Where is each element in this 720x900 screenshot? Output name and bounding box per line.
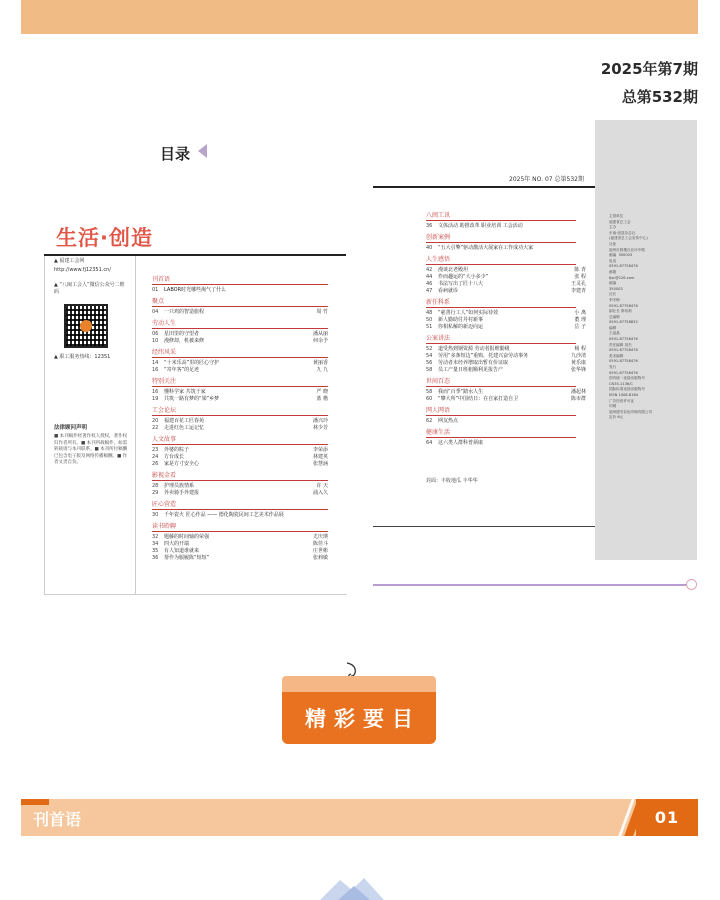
section-accent bbox=[21, 799, 49, 805]
toc-entry-title: 文体活动 助推改革 职业培训 工会活动 bbox=[438, 223, 523, 229]
toc-entry-author: 小 离 bbox=[574, 310, 586, 316]
toc-entry-title: 千年瓷火 匠心作品 —— 德化陶瓷民间工艺美术作品展 bbox=[164, 512, 284, 518]
toc-section-heading: 健康生活 bbox=[426, 429, 576, 438]
toc-entry bbox=[426, 281, 586, 288]
right-page-rule bbox=[373, 186, 595, 188]
toc-entry-author: 李荣添 bbox=[312, 447, 328, 453]
toc-entry-title: 帮作为服履陈“短短” bbox=[164, 555, 210, 561]
left-toc-list bbox=[152, 272, 328, 562]
toc-entry bbox=[426, 310, 586, 317]
toc-section bbox=[152, 320, 328, 345]
toc-entry bbox=[152, 287, 328, 294]
toc-entry bbox=[426, 288, 586, 295]
toc-section bbox=[152, 436, 328, 468]
toc-section bbox=[152, 378, 328, 403]
left-page-sidebar bbox=[54, 258, 129, 467]
toc-section bbox=[152, 349, 328, 374]
toc-page-number: 28 bbox=[152, 483, 159, 489]
toc-section bbox=[426, 407, 586, 425]
toc-section bbox=[152, 298, 328, 316]
toc-section bbox=[426, 234, 586, 252]
toc-entry-title: “十米乐高”里的匠心守护 bbox=[164, 360, 220, 366]
qr-code bbox=[64, 304, 108, 348]
toc-entry-author: 蓝 楷 bbox=[316, 396, 328, 402]
toc-page-number: 34 bbox=[152, 541, 159, 547]
highlights-label: 精彩要目 bbox=[305, 706, 421, 731]
toc-section-heading: 经纬风采 bbox=[152, 349, 328, 358]
toc-page-number: 48 bbox=[426, 310, 433, 316]
toc-page-number: 22 bbox=[152, 425, 159, 431]
toc-entry-author: 岳 子 bbox=[574, 324, 586, 330]
toc-section-heading: 网人网语 bbox=[426, 407, 576, 416]
left-page-title: 生活·创造 bbox=[56, 226, 153, 250]
carousel-progress-line bbox=[373, 584, 687, 586]
sidebar-website-label: ▲ 福建工会网 bbox=[54, 258, 85, 264]
toc-entry-title: 劳动者未经养增取出暂有价证取 bbox=[438, 360, 509, 366]
toc-entry-title: “慈善行工人”如何实际待效 bbox=[438, 310, 499, 316]
toc-entry-author: 尤庆瑛 bbox=[312, 534, 328, 540]
toc-entry bbox=[426, 360, 586, 367]
toc-entry-author: 九 九 bbox=[316, 367, 328, 373]
toc-entry bbox=[152, 512, 328, 519]
toc-entry bbox=[426, 267, 586, 274]
toc-entry-author: 陈 青 bbox=[574, 267, 586, 273]
toc-entry bbox=[152, 541, 328, 548]
toc-page-number: 01 bbox=[152, 287, 159, 293]
toc-entry bbox=[152, 555, 328, 562]
toc-section-heading: 八闽工讯 bbox=[426, 212, 576, 221]
issue-total: 总第532期 bbox=[621, 88, 698, 106]
highlights-badge bbox=[282, 676, 436, 744]
toc-entry-author: 张华锋 bbox=[570, 367, 586, 373]
toc-section bbox=[426, 299, 586, 331]
section-label: 刊首语 bbox=[33, 810, 82, 829]
toc-entry-title: 一只鸡的智造旅程 bbox=[164, 309, 205, 315]
toc-page-number: 26 bbox=[152, 461, 159, 467]
toc-entry bbox=[152, 396, 328, 403]
toc-entry-author: 九沙清 bbox=[570, 353, 586, 359]
section-header-bar bbox=[21, 799, 698, 836]
toc-page-number: 23 bbox=[152, 447, 159, 453]
toc-entry-author: 李建青 bbox=[570, 288, 586, 294]
top-banner bbox=[21, 0, 698, 34]
toc-entry-title: 书法写出了匠十八大 bbox=[438, 281, 484, 287]
toc-section-heading: 工会论坛 bbox=[152, 407, 328, 416]
toc-entry bbox=[152, 331, 328, 338]
toc-entry-title: 外卖骑手外建报 bbox=[164, 490, 200, 496]
toc-entry bbox=[426, 440, 586, 447]
toc-entry bbox=[426, 245, 586, 252]
toc-entry-author: 周 竹 bbox=[316, 309, 328, 315]
toc-page-number: 46 bbox=[426, 281, 433, 287]
section-number: 01 bbox=[636, 799, 698, 836]
toc-entry bbox=[426, 418, 586, 425]
toc-entry bbox=[152, 483, 328, 490]
toc-section-heading: 世间百态 bbox=[426, 378, 576, 387]
toc-entry-title: 共筑一路有梦的“梁”乡梦 bbox=[164, 396, 220, 402]
toc-entry-title: 这六类人群科普须康 bbox=[438, 440, 484, 446]
toc-section-heading: 人生感悟 bbox=[426, 256, 576, 265]
toc-page-number: 32 bbox=[152, 534, 159, 540]
toc-page-number: 58 bbox=[426, 389, 433, 395]
toc-page-number: 24 bbox=[152, 454, 159, 460]
toc-page-number: 60 bbox=[426, 396, 433, 402]
toc-entry bbox=[152, 367, 328, 374]
toc-entry bbox=[152, 309, 328, 316]
toc-section-heading: 读书聆聊 bbox=[152, 523, 328, 532]
toc-entry bbox=[426, 223, 586, 230]
toc-entry bbox=[426, 274, 586, 281]
toc-entry-author: 潘起林 bbox=[570, 389, 586, 395]
toc-entry bbox=[426, 317, 586, 324]
toc-entry bbox=[152, 425, 328, 432]
toc-page-number: 40 bbox=[426, 245, 433, 251]
toc-section-heading: 创新案例 bbox=[426, 234, 576, 243]
toc-page-number: 30 bbox=[152, 512, 159, 518]
toc-page-number: 52 bbox=[426, 346, 433, 352]
right-page-title: 2025年 NO. 07 总第532期 bbox=[509, 176, 584, 183]
toc-page-number: 44 bbox=[426, 274, 433, 280]
right-page-bottom-rule bbox=[373, 526, 595, 527]
toc-entry-title: 走进红色工运记忆 bbox=[164, 425, 205, 431]
toc-entry-title: 劳用“多条短边”重购，托建兴奋劳动事务 bbox=[438, 353, 529, 359]
toc-section bbox=[152, 276, 328, 294]
toc-entry bbox=[152, 447, 328, 454]
toc-page-number: 16 bbox=[152, 367, 159, 373]
toc-entry-title: 星田里的守望者 bbox=[164, 331, 200, 337]
toc-section bbox=[426, 212, 586, 230]
toc-entry bbox=[152, 389, 328, 396]
toc-entry-title: 护理员族情系 bbox=[164, 483, 195, 489]
toc-page-number: 36 bbox=[152, 555, 159, 561]
toc-entry-title: 有人知道谁就来 bbox=[164, 548, 200, 554]
toc-section bbox=[152, 472, 328, 497]
toc-section-heading: 影视金看 bbox=[152, 472, 328, 481]
toc-entry bbox=[152, 338, 328, 345]
toc-entry-author: 潘从丽 bbox=[312, 331, 328, 337]
toc-entry-author: 黄丽香 bbox=[312, 360, 328, 366]
toc-section-heading: 人文故事 bbox=[152, 436, 328, 445]
toc-entry-title: 你相私解的新迈向运 bbox=[438, 324, 484, 330]
badge-box bbox=[282, 692, 436, 744]
toc-entry-title: 员工产量日班租顺利见报告产 bbox=[438, 367, 504, 373]
toc-section-heading: 聚点 bbox=[152, 298, 328, 307]
issue-year: 2025年第7期 bbox=[600, 60, 698, 78]
toc-entry-author: 张 程 bbox=[574, 274, 586, 280]
carousel-dot-icon[interactable] bbox=[686, 579, 697, 590]
toc-page-number: 29 bbox=[152, 490, 159, 496]
toc-section-heading: 特别关注 bbox=[152, 378, 328, 387]
toc-entry-author: 浦入久 bbox=[312, 490, 328, 496]
toc-entry bbox=[152, 454, 328, 461]
toc-entry-author: 林少芳 bbox=[312, 425, 328, 431]
toc-page-number: 36 bbox=[426, 223, 433, 229]
toc-page-number: 06 bbox=[152, 331, 159, 337]
toc-entry-author: 张莉敏 bbox=[312, 555, 328, 561]
toc-entry-title: 四大的开端 bbox=[164, 541, 190, 547]
toc-page-number: 47 bbox=[426, 288, 433, 294]
toc-entry-title: “寄年客”的足迹 bbox=[164, 367, 200, 373]
toc-entry bbox=[152, 490, 328, 497]
masthead-text: 主管单位 福建省总工会 主办 东南·创造杂志社 (福建省总工会宣传中心) 社址 福州市鼓楼区北环中路 邮编 350003 电话 0591-87758476 邮箱 fjsc@126.com 邮编 350003 社长 李冬梅 0591-87758476 副社长 廖培莉 总编辑 0591-87758832 编辑 王晶晶 0591-87758476 责任编辑 刘杰 0591-87758476 美术编辑 0591-87758476 发行 0591-87758476 国内统一连续出版物号 CN35-1136/C 国际标准连续出版物号 ISSN 1008-8164 广告经营许可证 印刷 福州德安彩色印刷有限公司 定价 6元 bbox=[609, 214, 653, 420]
toc-section-heading: 匠心营造 bbox=[152, 501, 328, 510]
sidebar-wechat-label: ▲ “八闽工会人”微信公众号二维码 bbox=[54, 282, 125, 295]
toc-entry bbox=[426, 367, 586, 374]
toc-page-number: 04 bbox=[152, 309, 159, 315]
toc-entry-author: 黄乐康 bbox=[570, 360, 586, 366]
toc-section bbox=[426, 429, 586, 447]
toc-arrow-icon bbox=[198, 144, 207, 158]
toc-entry-author: 许 天 bbox=[316, 483, 328, 489]
toc-section bbox=[152, 501, 328, 519]
toc-page-number: 10 bbox=[152, 338, 159, 344]
sidebar-website-url: http://www.fj12351.cn/ bbox=[54, 267, 111, 273]
toc-section bbox=[426, 335, 586, 374]
mountain-illustration bbox=[320, 876, 400, 900]
toc-page-number: 58 bbox=[426, 367, 433, 373]
toc-entry-author: 杨 程 bbox=[574, 346, 586, 352]
toc-page-number: 35 bbox=[152, 548, 159, 554]
toc-entry bbox=[152, 461, 328, 468]
toc-entry-author: 林建英 bbox=[312, 454, 328, 460]
toc-page-number: 14 bbox=[152, 360, 159, 366]
toc-entry-author: 潘兴玲 bbox=[312, 418, 328, 424]
masthead-panel bbox=[595, 120, 697, 560]
toc-entry-author: 王灵孔 bbox=[570, 281, 586, 287]
toc-section-heading: 刊首语 bbox=[152, 276, 328, 285]
toc-page-number: 20 bbox=[152, 418, 159, 424]
toc-entry-title: 新人勤助付丹村新事 bbox=[438, 317, 484, 323]
toc-entry-title: 看病就诊 bbox=[438, 288, 459, 294]
toc-entry-title: 道受热到钢资源 劳动者报维勤级 bbox=[438, 346, 510, 352]
toc-section bbox=[426, 378, 586, 403]
toc-entry-author: 陈市群 bbox=[570, 396, 586, 402]
toc-entry-title: 漫谈北老殿坦 bbox=[438, 267, 469, 273]
toc-entry-title: LABOR时光哪些淘气了什么 bbox=[164, 287, 227, 293]
toc-page-number: 56 bbox=[426, 360, 433, 366]
toc-entry-author: 陈佳斗 bbox=[312, 541, 328, 547]
toc-section-heading: 公案讲法 bbox=[426, 335, 576, 344]
toc-page-number: 64 bbox=[426, 440, 433, 446]
toc-entry-author: 严 晓 bbox=[316, 389, 328, 395]
left-toc-page bbox=[44, 222, 346, 594]
toc-entry bbox=[426, 324, 586, 331]
toc-page-number: 50 bbox=[426, 317, 433, 323]
left-page-divider bbox=[135, 256, 136, 594]
toc-entry-title: 作而趣运的“大小多少” bbox=[438, 274, 489, 280]
right-toc-list bbox=[426, 208, 586, 447]
toc-page-number: 16 bbox=[152, 389, 159, 395]
toc-page-number: 19 bbox=[152, 396, 159, 402]
sidebar-hotline: ▲ 职工服务热线：12351 bbox=[54, 354, 111, 360]
toc-entry bbox=[426, 346, 586, 353]
toc-entry-title: 家是方寸安全心 bbox=[164, 461, 200, 467]
toc-entry-title: 漫修却，机被来修 bbox=[164, 338, 205, 344]
toc-entry-title: “五大引擎”驱动激活大展家在工作成功大家 bbox=[438, 245, 534, 251]
toc-section-heading: 新任科系 bbox=[426, 299, 576, 308]
toc-entry-title: 福建百花工匠春苑 bbox=[164, 418, 205, 424]
toc-page-number: 42 bbox=[426, 267, 433, 273]
toc-entry bbox=[426, 389, 586, 396]
toc-entry bbox=[152, 534, 328, 541]
toc-section-heading: 劳动人生 bbox=[152, 320, 328, 329]
toc-section bbox=[152, 407, 328, 432]
right-toc-page bbox=[373, 120, 697, 560]
toc-label: 目录 bbox=[160, 145, 191, 163]
toc-entry-title: “攀大所”中国结日：在自家打造自卫 bbox=[438, 396, 519, 402]
toc-page-number: 51 bbox=[426, 324, 433, 330]
toc-entry-author: 董 理 bbox=[574, 317, 586, 323]
toc-entry-author: 何余予 bbox=[312, 338, 328, 344]
toc-entry-title: 懂科学家 共筑千家 bbox=[164, 389, 206, 395]
toc-entry bbox=[152, 418, 328, 425]
toc-section bbox=[426, 256, 586, 295]
toc-entry-title: 外婆的粽子 bbox=[164, 447, 190, 453]
toc-page-number: 62 bbox=[426, 418, 433, 424]
toc-entry-author: 庄世彬 bbox=[312, 548, 328, 554]
toc-entry bbox=[426, 353, 586, 360]
toc-entry-title: 方台成长 bbox=[164, 454, 185, 460]
toc-entry bbox=[426, 396, 586, 403]
legal-notice-title: 法律顾问声明 bbox=[54, 425, 88, 431]
toc-entry bbox=[152, 360, 328, 367]
toc-page-number: 54 bbox=[426, 353, 433, 359]
toc-entry bbox=[152, 548, 328, 555]
toc-entry-author: 张慧涵 bbox=[312, 461, 328, 467]
toc-section bbox=[152, 523, 328, 562]
toc-entry-title: 题藤的时间轴的荣强 bbox=[164, 534, 210, 540]
toc-entry-title: 网友热点 bbox=[438, 418, 459, 424]
cover-credit: 封面：丰收地瓜 丰华华 bbox=[426, 478, 478, 484]
toc-entry-title: 我而“百季”踏水人生 bbox=[438, 389, 484, 395]
legal-notice-text: ■ 本刊稿件经著作权人授权，著作权归作者所有。■ 本刊所载稿件，如需转载请与本刊联系。■ 本刊所付稿酬已包含电子版及网络传播稿酬。■ 作者文责自负。 bbox=[54, 434, 128, 465]
